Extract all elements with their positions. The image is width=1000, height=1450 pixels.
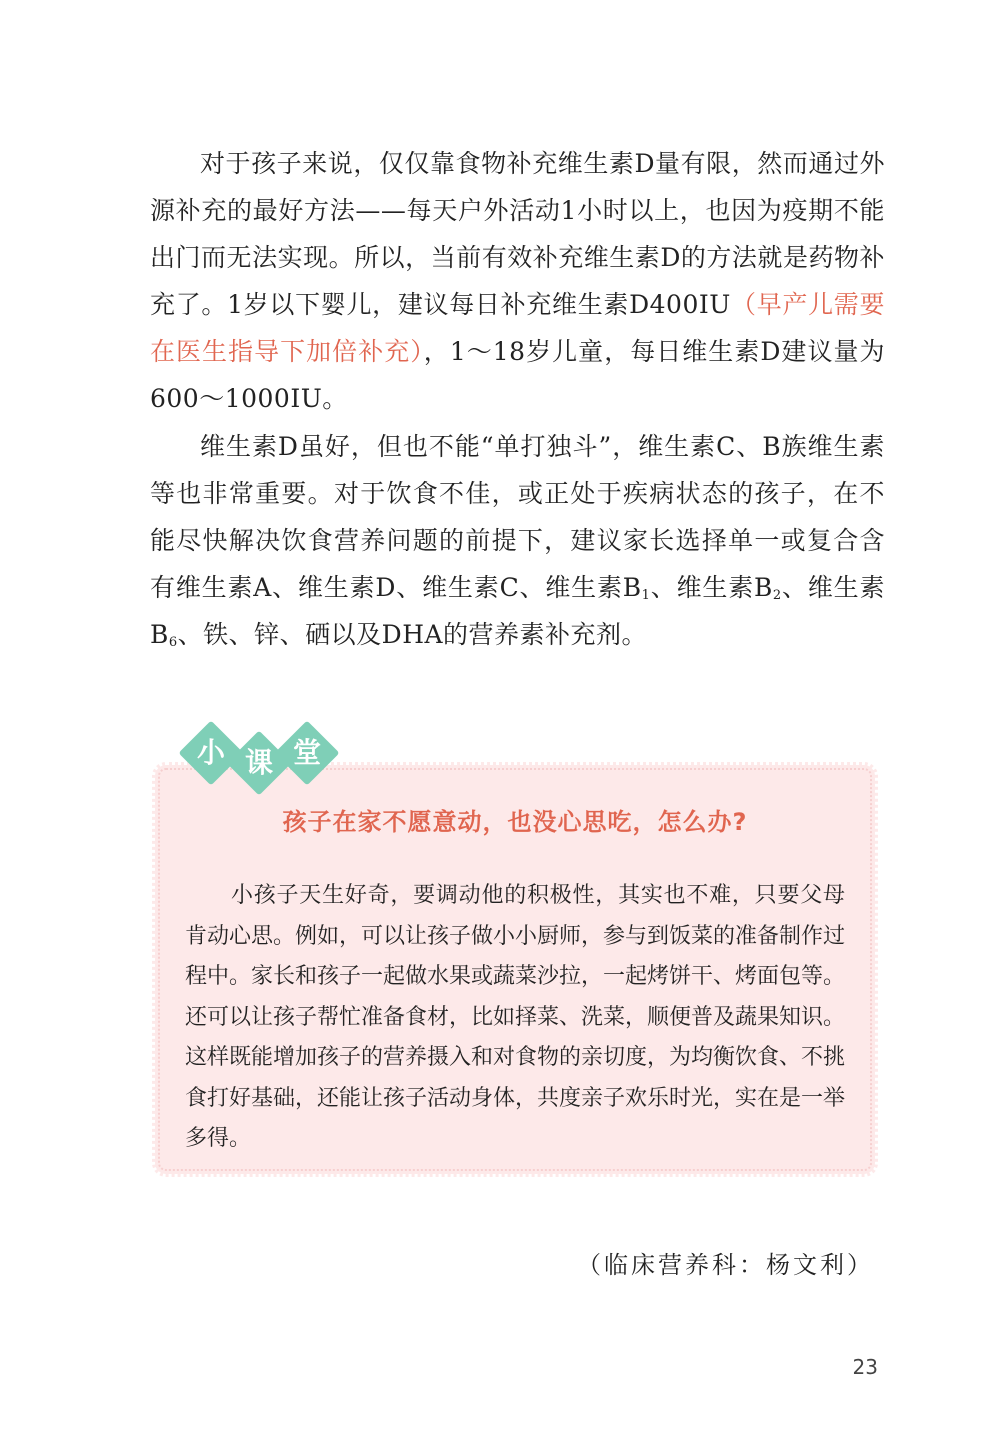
tip-title: 孩子在家不愿意动，也没心思吃，怎么办? [282,808,748,836]
tip-text: 小孩子天生好奇，要调动他的积极性，其实也不难，只要父母肯动心思。例如，可以让孩子做小小厨师，参与到饭菜的准备制作过程中。家长和孩子一起做水果或蔬菜沙拉，一起烤饼干、烤面包等。还可以让孩子帮忙准备食材，比如择菜、洗菜，顺便普及蔬果知识。这样既能增加孩子的营养摄入和对食物的亲切度，为均衡饮食、不挑食打好基础，还能让孩子活动身体，共度亲子欢乐时光，实在是一举多得。 [185,883,846,1151]
badge-char-2: 课 [244,746,273,779]
paragraph-other-vitamins-text-b: 、维生素B [650,573,773,602]
author-credit: （临床营养科：杨文利） [577,1251,874,1279]
subscript-1: 1 [641,588,651,603]
premature-infant-note: （早产儿需要在医生指导下加倍补充） [150,290,885,366]
paragraph-other-vitamins-text-c: 、维生素B [150,573,885,649]
paragraph-vitamin-d-text-2: ，1～18岁儿童，每日维生素D建议量为600～1000IU。 [150,337,885,413]
paragraph-vitamin-d [150,140,885,422]
paragraph-vitamin-d-text-1: 对于孩子来说，仅仅靠食物补充维生素D量有限，然而通过外源补充的最好方法——每天户外活动1小时以上，也因为疫期不能出门而无法实现。所以，当前有效补充维生素D的方法就是药物补充了。1岁以下婴儿，建议每日补充维生素D400IU [150,149,885,319]
subscript-2: 2 [772,588,782,603]
paragraph-other-vitamins-text-d: 、铁、锌、硒以及DHA的营养素补充剂。 [177,620,648,649]
badge-char-1: 小 [196,736,225,769]
subscript-6: 6 [168,635,178,650]
tip-badge [174,724,334,796]
paragraph-other-vitamins-text-a: 维生素D虽好，但也不能“单打独斗”，维生素C、B族维生素等也非常重要。对于饮食不佳，或正处于疾病状态的孩子，在不能尽快解决饮食营养问题的前提下，建议家长选择单一或复合含有维生素A、维生素D、维生素C、维生素B [150,432,885,602]
badge-char-3: 堂 [292,736,321,769]
page-number: 23 [852,1355,878,1379]
paragraph-other-vitamins [150,423,885,658]
